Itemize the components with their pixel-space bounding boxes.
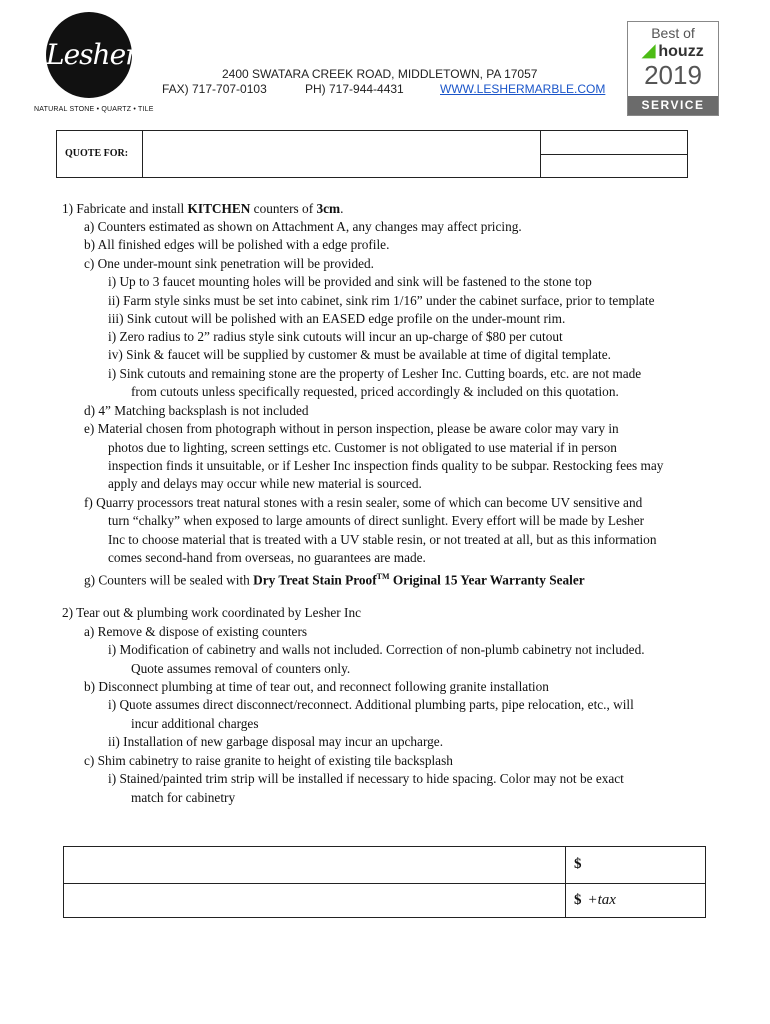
text-segment: TM: [376, 572, 390, 581]
badge-best-of: Best of: [651, 25, 695, 41]
text-line: [84, 623, 307, 641]
text-line: [108, 328, 563, 346]
text-line: [108, 641, 645, 659]
text-line: [108, 365, 641, 383]
price-tax-value: $ +tax: [574, 892, 616, 908]
badge-service: SERVICE: [628, 96, 718, 115]
totals-row-price: [64, 847, 705, 882]
text-line: [108, 457, 663, 475]
text-segment: KITCHEN: [187, 201, 251, 216]
quote-for-table: [56, 130, 688, 178]
text-segment: ii) Farm style sinks must be set into cabinet, sink rim 1/16” under the cabinet surface, prior to template: [108, 293, 655, 308]
text-line: [84, 402, 309, 420]
text-line: [108, 310, 565, 328]
company-website-link[interactable]: WWW.LESHERMARBLE.COM: [440, 82, 606, 96]
totals-row-price-tax: [64, 883, 705, 919]
text-line: [108, 549, 426, 567]
text-segment: d) 4” Matching backsplash is not included: [84, 403, 309, 418]
company-logo: [46, 12, 138, 98]
text-segment: i) Up to 3 faucet mounting holes will be provided and sink will be fastened to the stone top: [108, 274, 592, 289]
text-line: [84, 752, 453, 770]
text-segment: i) Sink cutouts and remaining stone are the property of Lesher Inc. Cutting boards, etc. are not made: [108, 366, 642, 381]
text-segment: f) Quarry processors treat natural stones with a resin sealer, some of which can become UV sensitive and: [84, 495, 643, 510]
text-line: [131, 715, 259, 733]
badge-houzz-text: houzz: [658, 43, 704, 60]
text-line: [84, 218, 522, 236]
logo-tagline: NATURAL STONE • QUARTZ • TILE: [34, 106, 154, 113]
text-segment: 1) Fabricate and install: [62, 201, 188, 216]
text-line: [84, 236, 389, 254]
text-segment: 2) Tear out & plumbing work coordinated by Lesher Inc: [62, 605, 362, 620]
text-segment: a) Remove & dispose of existing counters: [84, 624, 308, 639]
badge-houzz: [628, 41, 718, 61]
text-line: [84, 568, 585, 589]
text-segment: comes second-hand from overseas, no guarantees are made.: [108, 550, 426, 565]
text-segment: incur additional charges: [131, 716, 259, 731]
price-value: $: [574, 856, 582, 872]
text-segment: counters of: [250, 201, 317, 216]
text-segment: Quote assumes removal of counters only.: [131, 661, 351, 676]
text-line: [131, 383, 619, 401]
text-line: [84, 494, 642, 512]
text-line: [131, 660, 350, 678]
text-line: [62, 200, 343, 218]
text-segment: b) All finished edges will be polished with a edge profile.: [84, 237, 390, 252]
text-line: [84, 678, 549, 696]
tax-note: +tax: [587, 892, 616, 908]
text-segment: apply and delays may occur while new material is sourced.: [108, 476, 422, 491]
text-segment: iii) Sink cutout will be polished with an EASED edge profile on the under-mount rim.: [108, 311, 566, 326]
text-segment: a) Counters estimated as shown on Attachment A, any changes may affect pricing.: [84, 219, 522, 234]
text-line: [131, 789, 235, 807]
text-line: [84, 255, 374, 273]
company-address: 2400 SWATARA CREEK ROAD, MIDDLETOWN, PA 17057: [222, 67, 538, 81]
company-fax: FAX) 717-707-0103: [162, 82, 267, 96]
text-segment: ii) Installation of new garbage disposal may incur an upcharge.: [108, 734, 444, 749]
text-line: [108, 292, 655, 310]
text-segment: c) Shim cabinetry to raise granite to height of existing tile backsplash: [84, 753, 453, 768]
text-line: [108, 733, 443, 751]
text-segment: photos due to lighting, screen settings etc. Customer is not obligated to use material if in person: [108, 440, 617, 455]
text-line: [108, 475, 422, 493]
text-segment: i) Quote assumes direct disconnect/reconnect. Additional plumbing parts, pipe relocation, etc., will: [108, 697, 634, 712]
text-line: [108, 346, 611, 364]
text-segment: turn “chalky” when exposed to large amounts of direct sunlight. Every effort will be made by Lesher: [108, 513, 645, 528]
text-segment: match for cabinetry: [131, 790, 236, 805]
text-segment: i) Modification of cabinetry and walls not included. Correction of non-plumb cabinetry not included.: [108, 642, 645, 657]
totals-divider: [565, 847, 566, 917]
text-line: [108, 696, 634, 714]
text-segment: 3cm: [316, 201, 341, 216]
badge-year: 2019: [644, 60, 702, 90]
logo-wordmark: Lesher: [46, 38, 138, 71]
quote-for-label: QUOTE FOR:: [57, 131, 143, 177]
text-segment: .: [340, 201, 344, 216]
text-line: [108, 531, 656, 549]
text-segment: Inc to choose material that is treated with a UV stable resin, or not treated at all, but as this information: [108, 532, 657, 547]
text-line: [62, 604, 361, 622]
quote-for-divider: [540, 154, 687, 155]
text-segment: i) Zero radius to 2” radius style sink cutouts will incur an up-charge of $80 per cutout: [108, 329, 563, 344]
totals-table: [63, 846, 706, 918]
text-segment: g) Counters will be sealed with: [84, 572, 254, 588]
text-segment: Dry Treat Stain Proof: [253, 572, 377, 588]
text-segment: inspection finds it unsuitable, or if Lesher Inc inspection finds quality to be subpar. Restocking fees may: [108, 458, 664, 473]
houzz-icon: ◢: [642, 41, 656, 60]
company-phone: PH) 717-944-4431: [305, 82, 404, 96]
text-line: [108, 770, 624, 788]
text-segment: b) Disconnect plumbing at time of tear out, and reconnect following granite installation: [84, 679, 549, 694]
text-segment: i) Stained/painted trim strip will be installed if necessary to hide spacing. Color may not be exact: [108, 771, 624, 786]
text-line: [108, 273, 592, 291]
quote-for-field[interactable]: [143, 131, 541, 177]
text-line: [84, 420, 619, 438]
text-segment: e) Material chosen from photograph without in person inspection, please be aware color may vary in: [84, 421, 619, 436]
text-segment: from cutouts unless specifically requested, priced accordingly & included on this quotation.: [131, 384, 619, 399]
text-segment: iv) Sink & faucet will be supplied by customer & must be available at time of digital template.: [108, 347, 611, 362]
text-segment: c) One under-mount sink penetration will be provided.: [84, 256, 374, 271]
text-line: [108, 439, 617, 457]
text-segment: Original 15 Year Warranty Sealer: [389, 572, 585, 588]
houzz-award-badge: [627, 21, 719, 116]
text-line: [108, 512, 644, 530]
